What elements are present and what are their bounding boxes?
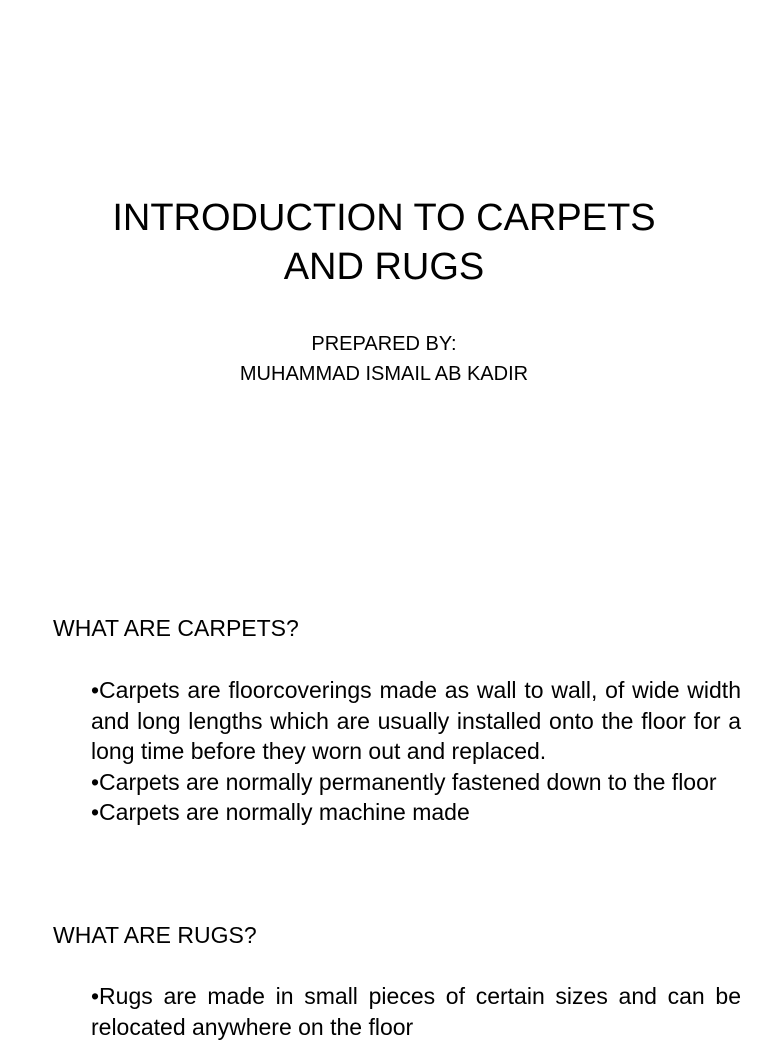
section-heading-rugs: WHAT ARE RUGS? (53, 922, 257, 948)
list-item: •Rugs are made in small pieces of certain sizes and can be relocated anywhere on the floor (91, 983, 741, 1040)
author-name: MUHAMMAD ISMAIL AB KADIR (239, 363, 529, 385)
list-item: •Carpets are normally permanently fastened down to the floor (91, 768, 717, 795)
title-line-1: INTRODUCTION TO CARPETS (112, 197, 656, 239)
carpets-bullet-list (91, 675, 741, 828)
list-item: •Carpets are normally machine made (91, 799, 470, 826)
rugs-bullet-list (91, 981, 741, 1042)
title-line-2: AND RUGS (283, 246, 485, 288)
section-heading-carpets: WHAT ARE CARPETS? (53, 615, 299, 641)
list-item: •Carpets are floorcoverings made as wall to wall, of wide width and long lengths which are usually installed onto the floor for a long time before they worn out and replaced. (91, 677, 741, 765)
document-title (0, 194, 768, 292)
prepared-by-label: PREPARED BY: (311, 333, 457, 355)
